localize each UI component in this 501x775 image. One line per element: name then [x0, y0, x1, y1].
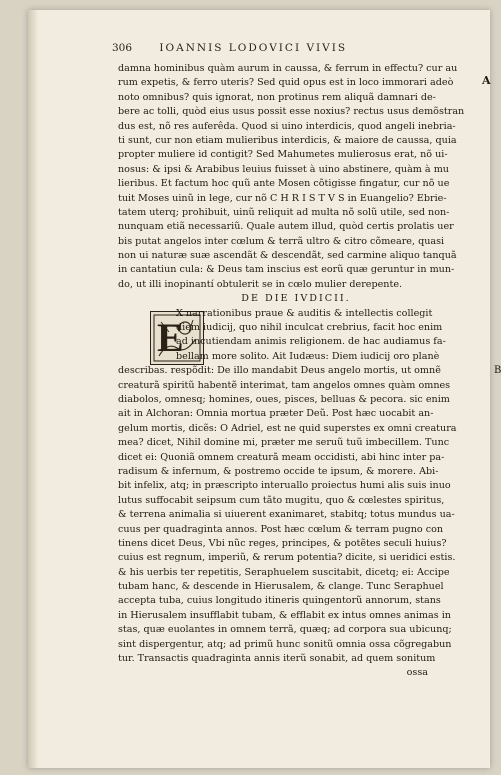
text-line: nosus: & ipsi & Arabibus leuius fuisset à uino abstinere, quàm à mu	[118, 163, 449, 175]
text-line: mea? dicet, Nihil domine mi, præter me seruũ tuũ imbecillem. Tunc	[118, 437, 450, 449]
text-line: tuit Moses uinũ in lege, cur nõ C H R I S T V S in Euangelio? Ebrie-	[118, 192, 447, 204]
text-line: ad incutiendam animis religionem. de hac audiamus fa-	[176, 336, 446, 348]
text-line: bellam more solito. Ait Iudæus: Diem iudicij oro planè	[176, 350, 440, 362]
text-line: lieribus. Et factum hoc quũ ante Mosen cõtigisse fingatur, cur nõ ue	[118, 178, 450, 190]
book-page	[28, 10, 501, 768]
running-title: IOANNIS LODOVICI VIVIS	[159, 42, 348, 54]
text-line: dicet ei: Quoniã omnem creaturã meam occidisti, abi hinc inter pa-	[118, 451, 445, 463]
text-line: rum expetis, & ferro uteris? Sed quid opus est in loco immorari adeò	[118, 77, 454, 89]
text-line: in cantatiun cula: & Deus tam inscius est eorũ quæ geruntur in mun-	[118, 264, 455, 276]
text-line: tinens dicet Deus, Vbi nũc reges, principes, & potẽtes seculi huius?	[118, 537, 447, 549]
text-line: ti sunt, cur non etiam mulieribus interdicis, & maiore de caussa, quia	[118, 134, 457, 146]
text-line: bere ac tolli, quòd eius usus possit esse noxius? rectus usus demõstran	[118, 106, 465, 118]
text-line: do, ut illi inopinantí obtulerit se in cœlo mulier derepente.	[118, 278, 403, 290]
text-line: tur. Transactis quadraginta annis iterũ sonabit, ad quem sonitum	[118, 653, 436, 665]
text-line: noto omnibus? quis ignorat, non protinus rem aliquã damnari de-	[118, 91, 436, 103]
text-line: tatem uterq; prohibuit, uinũ reliquit ad multa nõ solũ utile, sed non-	[118, 206, 450, 218]
text-line: dus est, nõ res auferêda. Quod si uino interdicis, quod angeli inebria-	[118, 120, 456, 132]
text-line: in Hierusalem insufflabit tubam, & efflabit ex intus omnes animas in	[118, 609, 451, 621]
text-line: X narrationibus praue & auditis & intellectis collegit	[176, 307, 433, 319]
text-line: cuius est regnum, imperiũ, & rerum potentia? dicite, si ueridici estis.	[118, 552, 456, 564]
text-line: propter muliere id contigit? Sed Mahumetes mulierosus erat, nõ ui-	[118, 149, 448, 161]
text-line: bit infelix, atq; in præscripto interuallo proiectus humi alis suis inuo	[118, 480, 451, 492]
text-line: nunquam etiã necessariũ. Quale autem illud, quòd certis prolatis uer	[118, 221, 454, 233]
margin-letter-a: A	[482, 74, 491, 87]
text-line: diabolos, omnesq; homines, oues, pisces, belluas & pecora. sic enim	[118, 393, 450, 405]
running-head	[112, 42, 482, 54]
text-line: gelum mortis, dicẽs: O Adriel, est ne quid superstes ex omni creatura	[118, 422, 457, 434]
text-line: radisum & infernum, & postremo occide te ipsum, & morere. Abi-	[118, 465, 439, 477]
text-line: & terrena animalia si uiuerent exanimaret, stabitq; totus mundus ua-	[118, 509, 455, 521]
text-line: damna hominibus quàm aurum in caussa, & ferrum in effectu? cur au	[118, 63, 458, 74]
catchword: ossa	[406, 667, 428, 679]
text-line: sint dispergentur, atq; ad primũ hunc sonitũ omnia ossa cõgregabun	[118, 638, 452, 650]
text-line: lutus suffocabit seipsum cum tãto mugitu, quo & cœlestes spiritus,	[118, 494, 445, 506]
text-line: bis putat angelos inter cœlum & terrã ultro & citro cõmeare, quasi	[118, 235, 445, 247]
text-line: creaturã spiritũ habentẽ interimat, tam angelos omnes quàm omnes	[118, 379, 451, 391]
paragraph-1	[118, 62, 474, 292]
text-line: describas. respõdit: De illo mandabit Deus angelo mortis, ut omnẽ	[118, 365, 441, 377]
text-line: accepta tuba, cuius longitudo itineris quingentorũ annorum, stans	[118, 595, 441, 607]
initial-letter-e: E	[157, 315, 184, 360]
text-line: stas, quæ euolantes in omnem terrã, quæq; ad corpora sua ubicunq;	[118, 624, 452, 636]
page-number: 306	[112, 42, 133, 54]
text-line: & his uerbis ter repetitis, Seraphuelem suscitabit, dicetq; ei: Accipe	[118, 566, 450, 578]
section-heading: DE DIE IVDICII.	[241, 293, 351, 305]
text-line: non ui naturæ suæ ascendãt & descendãt, sed carmine aliquo tanquã	[118, 250, 457, 262]
paragraph-2	[118, 307, 474, 667]
text-line: cuus per quadraginta annos. Post hæc cœlum & terram pugno con	[118, 523, 444, 535]
margin-letter-b: B	[494, 365, 501, 376]
body-text	[118, 62, 474, 681]
text-line: diem iudicij, quo nihil inculcat crebrius, facit hoc enim	[176, 322, 443, 334]
page-gutter	[28, 10, 38, 768]
text-line: tubam hanc, & descende in Hierusalem, & clange. Tunc Seraphuel	[118, 581, 444, 593]
text-line: ait in Alchoran: Omnia mortua præter Deũ. Post hæc uocabit an-	[118, 408, 434, 420]
